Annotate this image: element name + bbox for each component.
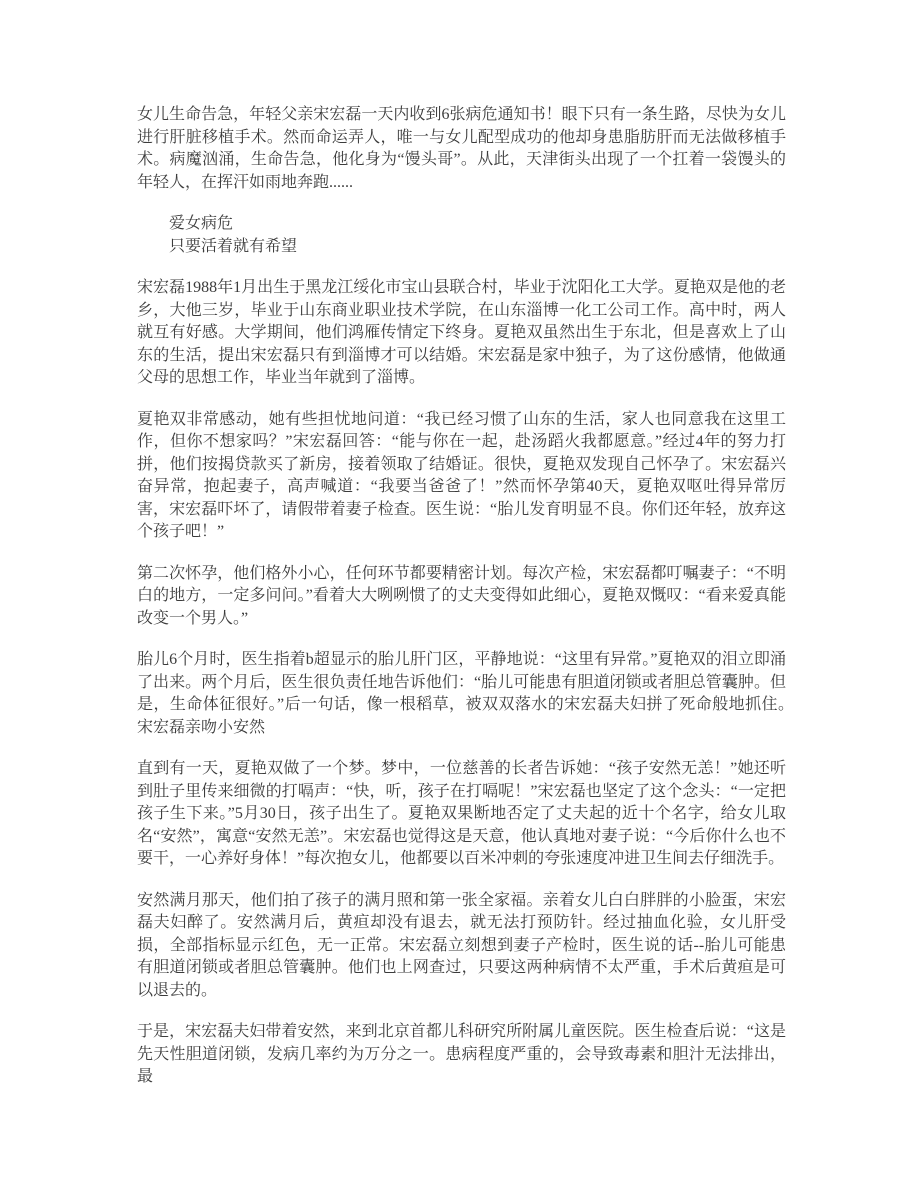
section-heading-line-2: 只要活着就有希望 — [169, 237, 298, 255]
body-paragraph-7-truncated: 于是，宋宏磊夫妇带着安然，来到北京首都儿科研究所附属儿童医院。医生检查后说：“这是先天性胆道闭锁，发病几率约为万分之一。患病程度严重的，会导致毒素和胆汁无法排出，最 — [137, 1023, 786, 1085]
section-heading-line-1: 爱女病危 — [169, 215, 234, 232]
body-paragraph-2: 夏艳双非常感动，她有些担忧地问道：“我已经习惯了山东的生活，家人也同意我在这里工作，但你不想家吗？”宋宏磊回答：“能与你在一起，赴汤蹈火我都愿意。”经过4年的努力打拼，他们按揭贷款买了新房，接着领取了结婚证。很快，夏艳双发现自己怀孕了。宋宏磊兴奋异常，抱起妻子，高声喊道：“我要当爸爸了！”然而怀孕第40天，夏艳双呕吐得异常厉害，宋宏磊吓坏了，请假带着妻子检查。医生说：“胎儿发育明显不良。你们还年轻，放弃这个孩子吧！” — [137, 410, 786, 540]
body-paragraph-3: 第二次怀孕，他们格外小心，任何环节都要精密计划。每次产检，宋宏磊都叮嘱妻子：“不明白的地方，一定多问问。”看着大大咧咧惯了的丈夫变得如此细心，夏艳双慨叹：“看来爱真能改变一个男人。” — [137, 564, 786, 627]
lead-paragraph: 女儿生命告急，年轻父亲宋宏磊一天内收到6张病危通知书！眼下只有一条生路，尽快为女儿进行肝脏移植手术。然而命运弄人，唯一与女儿配型成功的他却身患脂肪肝而无法做移植手术。病魔汹涌，生命告急，他化身为“馒头哥”。从此，天津街头出现了一个扛着一袋馒头的年轻人，在挥汗如雨地奔跑...... — [137, 106, 786, 191]
body-paragraph-5: 直到有一天，夏艳双做了一个梦。梦中，一位慈善的长者告诉她：“孩子安然无恙！”她还听到肚子里传来细微的打嗝声：“快，听，孩子在打嗝呢！”宋宏磊也坚定了这个念头：“一定把孩子生下来。”5月30日，孩子出生了。夏艳双果断地否定了丈夫起的近十个名字，给女儿取名“安然”，寓意“安然无恙”。宋宏磊也觉得这是天意，他认真地对妻子说：“今后你什么也不要干，一心养好身体！”每次抱女儿，他都要以百米冲刺的夸张速度冲进卫生间去仔细洗手。 — [137, 760, 786, 867]
body-paragraph-1: 宋宏磊1988年1月出生于黑龙江绥化市宝山县联合村，毕业于沈阳化工大学。夏艳双是他的老乡，大他三岁，毕业于山东商业职业技术学院，在山东淄博一化工公司工作。高中时，两人就互有好感。大学期间，他们鸿雁传情定下终身。夏艳双虽然出生于东北，但是喜欢上了山东的生活，提出宋宏磊只有到淄博才可以结婚。宋宏磊是家中独子，为了这份感情，他做通父母的思想工作，毕业当年就到了淄博。 — [137, 279, 786, 386]
section-heading — [137, 213, 786, 258]
body-paragraph-4-with-photo-caption: 胎儿6个月时，医生指着b超显示的胎儿肝门区，平静地说：“这里有异常。”夏艳双的泪立即涌了出来。两个月后，医生很负责任地告诉他们：“胎儿可能患有胆道闭锁或者胆总管囊肿。但是，生命体征很好。”后一句话，像一根稻草，被双双落水的宋宏磊夫妇拼了死命般地抓住。 宋宏磊亲吻小安然 — [137, 651, 803, 736]
body-paragraph-6: 安然满月那天，他们拍了孩子的满月照和第一张全家福。亲着女儿白白胖胖的小脸蛋，宋宏磊夫妇醉了。安然满月后，黄疸却没有退去，就无法打预防针。经过抽血化验，女儿肝受损，全部指标显示红色，无一正常。宋宏磊立刻想到妻子产检时，医生说的话--胎儿可能患有胆道闭锁或者胆总管囊肿。他们也上网查过，只要这两种病情不太严重，手术后黄疸是可以退去的。 — [137, 891, 786, 999]
